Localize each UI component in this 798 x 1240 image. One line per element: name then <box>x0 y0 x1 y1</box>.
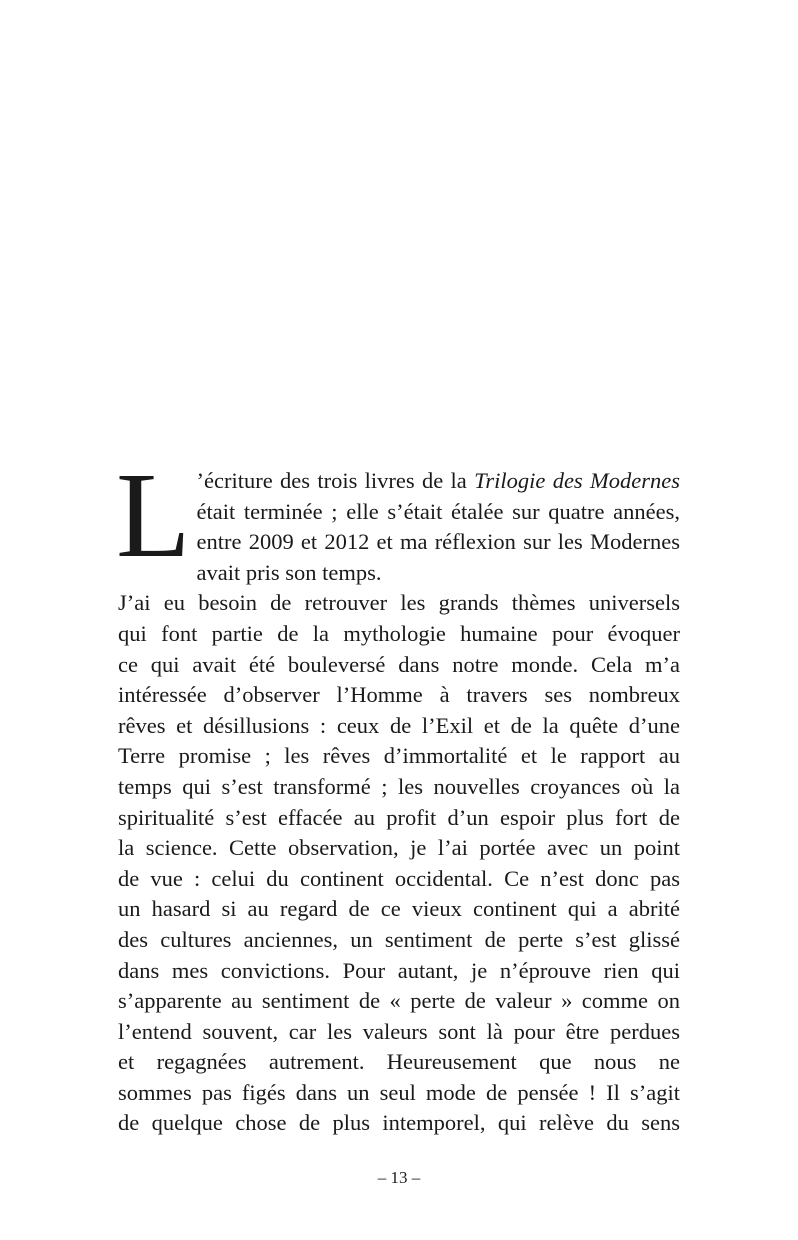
page-number: – 13 – <box>377 1168 421 1187</box>
body-line: dans mes convictions. Pour autant, je n’éprouve rien qui <box>118 957 680 983</box>
intro-paragraph <box>116 448 680 588</box>
body-line: l’entend souvent, car les valeurs sont là pour être perdues <box>118 1018 680 1044</box>
body-line: la science. Cette observation, je l’ai portée avec un point <box>118 835 680 861</box>
page-text <box>116 448 680 1139</box>
body-line: temps qui s’est transformé ; les nouvelles croyances où la <box>118 773 680 799</box>
body-line: sommes pas figés dans un seul mode de pensée ! Il s’agit <box>118 1079 680 1105</box>
body-paragraph <box>118 588 680 1139</box>
body-line: de vue : celui du continent occidental. Ce n’est donc pas <box>118 865 680 891</box>
body-line: J’ai eu besoin de retrouver les grands thèmes universels <box>118 590 680 616</box>
book-title: Trilogie des Modernes <box>474 468 680 493</box>
body-line: et regagnées autrement. Heureusement que nous ne <box>118 1049 680 1075</box>
intro-line-4: avait pris son temps. <box>196 559 382 585</box>
body-line: qui font partie de la mythologie humaine pour évoquer <box>118 620 680 646</box>
body-line: de quelque chose de plus intemporel, qui relève du sens <box>118 1110 680 1136</box>
body-line: rêves et désillusions : ceux de l’Exil et de la quête d’une <box>118 712 680 738</box>
drop-cap: L <box>116 448 191 583</box>
intro-line-3: entre 2009 et 2012 et ma réflexion sur les Modernes <box>196 529 680 555</box>
body-line: des cultures anciennes, un sentiment de perte s’est glissé <box>118 926 680 952</box>
body-line: un hasard si au regard de ce vieux continent qui a abrité <box>118 896 680 922</box>
intro-line-1 <box>118 466 680 497</box>
body-line: spiritualité s’est effacée au profit d’un espoir plus fort de <box>118 804 680 830</box>
body-line: Terre promise ; les rêves d’immortalité et le rapport au <box>118 743 680 769</box>
body-line: ce qui avait été bouleversé dans notre monde. Cela m’a <box>118 651 680 677</box>
body-line: s’apparente au sentiment de « perte de valeur » comme on <box>118 988 680 1014</box>
intro-line-1-text: ’écriture des trois livres de la <box>196 468 475 493</box>
body-line: intéressée d’observer l’Homme à travers ses nombreux <box>118 682 680 708</box>
intro-line-2: était terminée ; elle s’était étalée sur quatre années, <box>196 498 680 524</box>
